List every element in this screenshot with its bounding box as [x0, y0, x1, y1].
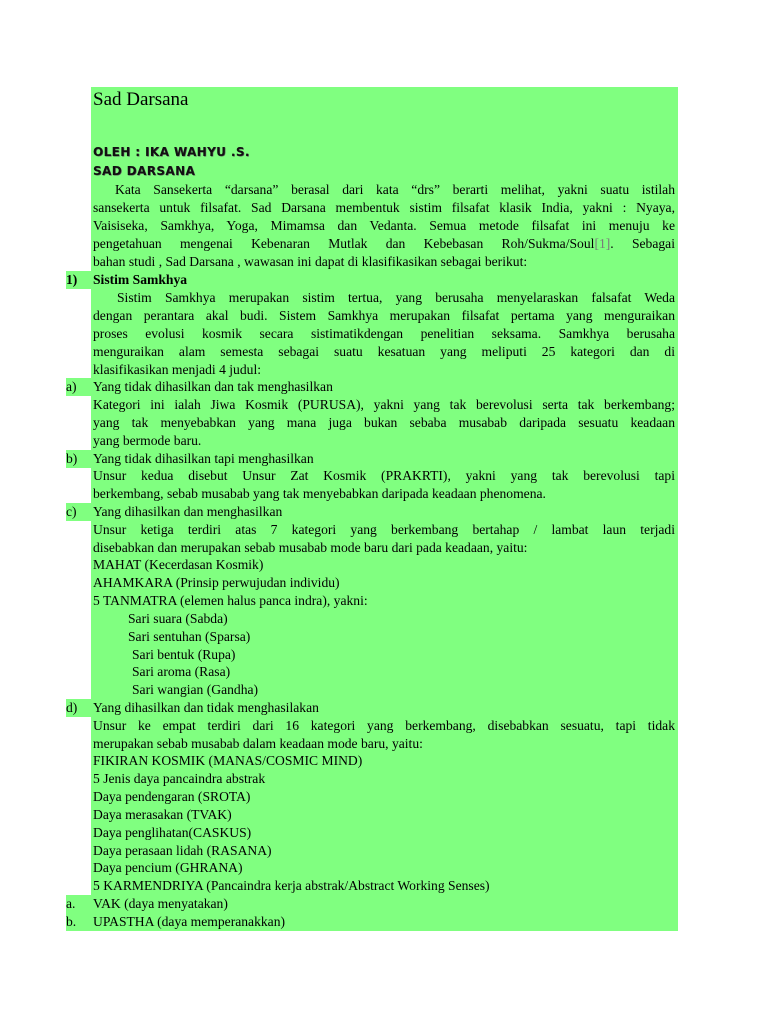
item-c-tanmatra: 5 TANMATRA (elemen halus panca indra), yakni:	[93, 593, 368, 608]
item-b-line-2: berkembang, sebab musabab yang tak menyebabkan daripada keadaan phenomena.	[93, 486, 546, 501]
section-heading: SAD DARSANA	[93, 164, 196, 178]
item-a-line-2: yang tak menyebabkan yang mana juga bukan sebaba musabab daripada sesuatu keadaan	[93, 415, 675, 430]
item-b-line-1: Unsur kedua disebut Unsur Zat Kosmik (PRAKRTI), yakni yang tak berevolusi tapi	[93, 468, 675, 483]
tanmatra-item-3: Sari bentuk (Rupa)	[132, 647, 236, 662]
intro-line-4-tail: . Sebagai	[610, 236, 675, 251]
item-a-line-3: yang bermode baru.	[93, 433, 202, 448]
karmendriya-item-a-text: VAK (daya menyatakan)	[93, 896, 228, 911]
section-1-line-4: menguraikan alam semesta sebagai suatu kesatuan yang meliputi 25 kategori dan di	[93, 344, 675, 359]
karmendriya-item-b-label: b.	[66, 914, 77, 929]
karmendriya-item-a-label: a.	[66, 896, 76, 911]
item-d-line-1: Unsur ke empat terdiri dari 16 kategori yang berkembang, disebabkan sesuatu, tapi tidak	[93, 718, 675, 733]
intro-line-4-text: pengetahuan mengenai Kebenaran Mutlak dan Kebebasan Roh/Sukma/Soul	[93, 236, 595, 251]
intro-line-5: bahan studi , Sad Darsana , wawasan ini dapat di klasifikasikan sebagai berikut:	[93, 254, 528, 269]
item-d-label: d)	[66, 700, 78, 715]
item-d-ghrana: Daya pencium (GHRANA)	[93, 860, 243, 875]
item-b-label: b)	[66, 451, 78, 466]
item-d-karmendriya: 5 KARMENDRIYA (Pancaindra kerja abstrak/Abstract Working Senses)	[93, 878, 490, 893]
item-a-title: Yang tidak dihasilkan dan tak menghasilkan	[93, 379, 333, 394]
section-1-line-5: klasifikasikan menjadi 4 judul:	[93, 362, 262, 377]
item-d-caskus: Daya penglihatan(CASKUS)	[93, 825, 252, 840]
author-line: OLEH : IKA WAHYU .S.	[93, 145, 250, 159]
item-c-mahat: MAHAT (Kecerdasan Kosmik)	[93, 557, 264, 572]
item-a-heading	[66, 378, 678, 396]
intro-line-2: sansekerta untuk filsafat. Sad Darsana membentuk sistim filsafat klasik India, yakni : Nyaya,	[93, 200, 675, 215]
section-1-title: Sistim Samkhya	[93, 272, 188, 287]
item-c-label: c)	[66, 504, 77, 519]
intro-line-4	[93, 235, 675, 253]
item-c-ahamkara: AHAMKARA (Prinsip perwujudan individu)	[93, 575, 340, 590]
tanmatra-item-2: Sari sentuhan (Sparsa)	[128, 629, 251, 644]
tanmatra-item-1: Sari suara (Sabda)	[128, 611, 228, 626]
karmendriya-item-b	[66, 913, 678, 931]
item-d-title: Yang dihasilkan dan tidak menghasilakan	[93, 700, 319, 715]
item-d-tvak: Daya merasakan (TVAK)	[93, 807, 232, 822]
item-d-srota: Daya pendengaran (SROTA)	[93, 789, 251, 804]
document-title: Sad Darsana	[93, 89, 189, 110]
section-1-line-1: Sistim Samkhya merupakan sistim tertua, yang berusaha menyelaraskan falsafat Weda	[93, 289, 675, 307]
section-1-number: 1)	[66, 272, 78, 287]
item-d-manas: FIKIRAN KOSMIK (MANAS/COSMIC MIND)	[93, 753, 363, 768]
tanmatra-item-5: Sari wangian (Gandha)	[132, 682, 259, 697]
intro-line-3: Vaisiseka, Samkhya, Yoga, Mimamsa dan Vedanta. Semua metode filsafat ini menuju ke	[93, 218, 675, 233]
karmendriya-item-b-text: UPASTHA (daya memperanakkan)	[93, 914, 286, 929]
karmendriya-item-a	[66, 895, 678, 913]
section-1-line-2: dengan perantara akal budi. Sistem Samkhya merupakan filsafat pertama yang menguraikan	[93, 308, 675, 323]
footnote-ref-link[interactable]: [1]	[594, 236, 611, 251]
tanmatra-item-4: Sari aroma (Rasa)	[132, 664, 231, 679]
item-d-heading	[66, 699, 678, 717]
section-1-heading	[66, 271, 678, 289]
item-c-heading	[66, 503, 678, 521]
intro-line-1: Kata Sansekerta “darsana” berasal dari kata “drs” berarti melihat, yakni suatu istilah	[93, 181, 675, 199]
item-a-line-1: Kategori ini ialah Jiwa Kosmik (PURUSA), yakni yang tak berevolusi serta tak berkembang;	[93, 397, 675, 412]
item-a-label: a)	[66, 379, 77, 394]
item-c-line-2: disebabkan dan merupakan sebab musabab mode baru dari pada keadaan, yaitu:	[93, 540, 528, 555]
item-d-rasana: Daya perasaan lidah (RASANA)	[93, 843, 272, 858]
item-d-line-2: merupakan sebab musabab dalam keadaan mode baru, yaitu:	[93, 736, 423, 751]
item-c-title: Yang dihasilkan dan menghasilkan	[93, 504, 283, 519]
section-1-line-3: proses evolusi kosmik secara sistimatikdengan penelitian seksama. Samkhya berusaha	[93, 326, 675, 341]
item-c-line-1: Unsur ketiga terdiri atas 7 kategori yang berkembang bertahap / lambat laun terjadi	[93, 522, 675, 537]
item-b-title: Yang tidak dihasilkan tapi menghasilkan	[93, 451, 314, 466]
item-b-heading	[66, 450, 678, 468]
item-d-pancaindra: 5 Jenis daya pancaindra abstrak	[93, 771, 266, 786]
